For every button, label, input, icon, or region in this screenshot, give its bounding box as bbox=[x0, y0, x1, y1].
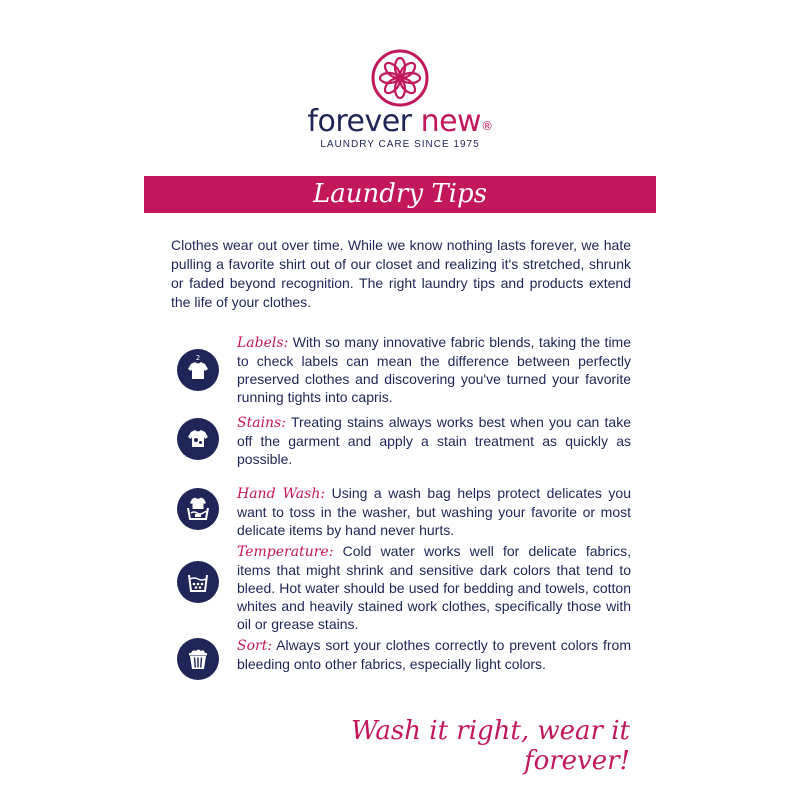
tip-stains bbox=[237, 413, 631, 468]
stained-shirt-icon bbox=[177, 418, 219, 460]
svg-text:2: 2 bbox=[195, 354, 201, 362]
tip-heading: Temperature: bbox=[237, 544, 334, 560]
tip-heading: Sort: bbox=[237, 638, 273, 654]
brand-name bbox=[0, 104, 800, 140]
brand-name-new: new bbox=[420, 104, 482, 139]
tip-sort bbox=[237, 636, 631, 673]
flower-emblem-icon bbox=[370, 48, 430, 108]
intro-paragraph: Clothes wear out over time. While we know nothing lasts forever, we hate pulling a favorite shirt out of our closet and realizing it's stretched, shrunk or faded beyond recognition. The right laundry tips and products extend the life of your clothes. bbox=[171, 237, 631, 310]
brand-logo bbox=[0, 48, 800, 108]
temperature-wash-icon bbox=[177, 561, 219, 603]
tip-text: With so many innovative fabric blends, taking the time to check labels can mean the difference between perfectly preserved clothes and discovering you've turned your favorite running tights into capris. bbox=[237, 334, 632, 405]
brand-name-forever: forever bbox=[307, 104, 412, 139]
slogan: Wash it right, wear it forever! bbox=[350, 716, 630, 776]
tip-heading: Stains: bbox=[237, 415, 286, 431]
tip-hand-wash bbox=[237, 484, 631, 539]
tip-text: Cold water works well for delicate fabrics, items that might shrink and sensitive dark colors that tend to bleed. Hot water should be used for bedding and towels, cotton whites and heavily stained work clothes, specifically those with oil or grease stains. bbox=[237, 543, 632, 632]
tip-text: Always sort your clothes correctly to prevent colors from bleeding onto other fabrics, especially light colors. bbox=[237, 637, 631, 672]
brand-tagline: LAUNDRY CARE SINCE 1975 bbox=[320, 139, 480, 150]
tip-temperature bbox=[237, 542, 631, 633]
shirt-label-icon bbox=[177, 349, 219, 391]
page-title-banner: Laundry Tips bbox=[144, 176, 656, 213]
hand-wash-icon bbox=[177, 488, 219, 530]
tip-text: Treating stains always works best when you can take off the garment and apply a stain treatment as quickly as possible. bbox=[237, 414, 631, 467]
tip-heading: Hand Wash: bbox=[237, 486, 326, 502]
tip-heading: Labels: bbox=[237, 335, 289, 351]
registered-mark: ® bbox=[481, 119, 493, 133]
tip-text: Using a wash bag helps protect delicates you want to toss in the washer, but washing your favorite or most delicate items by hand never hurts. bbox=[237, 485, 631, 538]
laundry-basket-icon bbox=[177, 638, 219, 680]
tip-labels bbox=[237, 333, 631, 406]
